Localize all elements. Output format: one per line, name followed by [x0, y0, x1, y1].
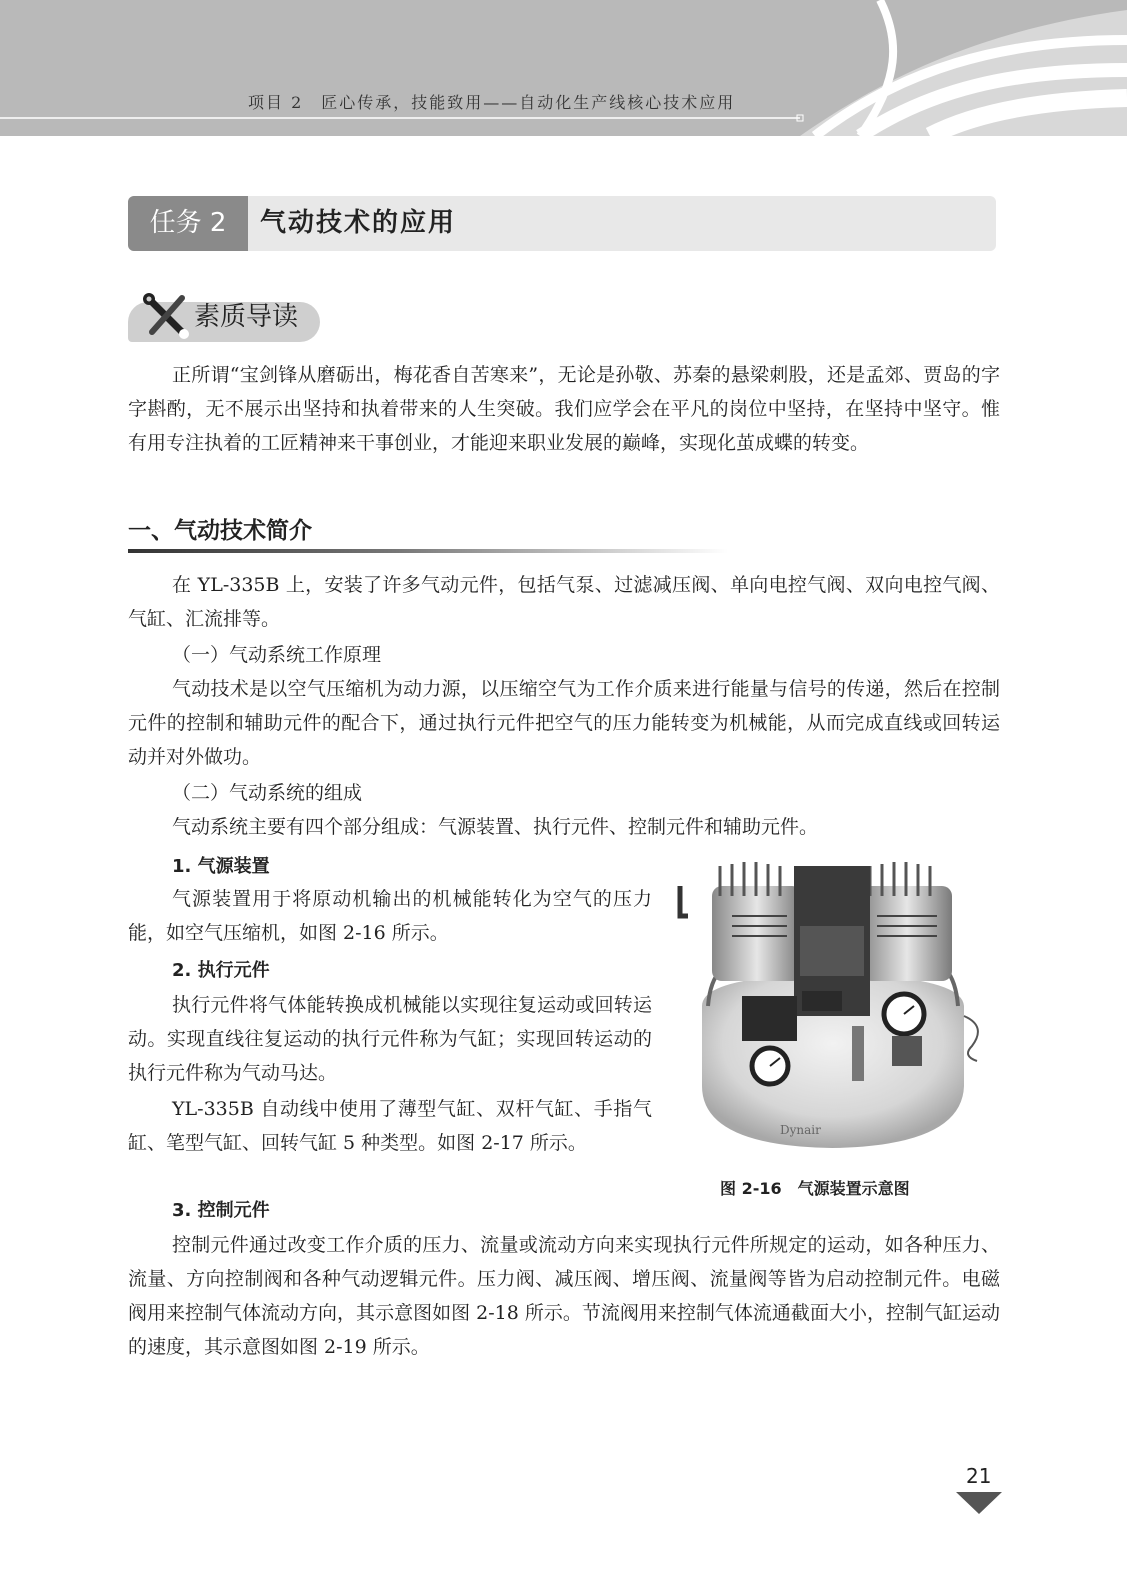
actuator-paragraph-b: YL-335B 自动线中使用了薄型气缸、双杆气缸、手指气缸、笔型气缸、回转气缸 5 种类型。如图 2-17 所示。: [128, 1098, 652, 1154]
control-paragraph: 控制元件通过改变工作介质的压力、流量或流动方向来实现执行元件所规定的运动，如各种压力、流量、方向控制阀和各种气动逻辑元件。压力阀、减压阀、增压阀、流量阀等皆为启动控制元件。电磁阀用来控制气体流动方向，其示意图如图 2-18 所示。节流阀用来控制气体流通截面大小，控制气缸运动的速度，其示意图如图 2-19 所示。: [128, 1234, 1000, 1358]
badge-label: 素质导读: [194, 302, 299, 332]
task-title: 气动技术的应用: [260, 208, 457, 238]
brand-text: Dynair: [780, 1123, 821, 1137]
actuator-paragraph-a: 执行元件将气体能转换成机械能以实现往复运动或回转运动。实现直线往复运动的执行元件称为气缸；实现回转运动的执行元件称为气动马达。: [128, 994, 652, 1084]
air-compressor-photo: [672, 856, 994, 1154]
principle-paragraph: 气动技术是以空气压缩机为动力源，以压缩空气为工作介质来进行能量与信号的传递，然后在控制元件的控制和辅助元件的配合下，通过执行元件把空气的压力能转变为机械能，从而完成直线或回转运动并对外做功。: [128, 678, 1000, 768]
item-heading-control: 3. 控制元件: [172, 1200, 270, 1221]
page-header: [0, 0, 1127, 136]
air-source-paragraph: 气源装置用于将原动机输出的机械能转化为空气的压力能，如空气压缩机，如图 2-16 所示。: [128, 888, 652, 944]
running-title: 项目 2 匠心传承，技能致用——自动化生产线核心技术应用: [248, 93, 736, 112]
intro-paragraph: 在 YL-335B 上，安装了许多气动元件，包括气泵、过滤减压阀、单向电控气阀、双向电控气阀、气缸、汇流排等。: [128, 574, 1000, 630]
wrench-screwdriver-icon: [142, 292, 194, 340]
header-swoosh-decoration: [0, 0, 1127, 136]
quality-paragraph: 正所谓“宝剑锋从磨砺出，梅花香自苦寒来”，无论是孙敬、苏秦的悬梁刺股，还是孟郊、贾岛的字字斟酌，无不展示出坚持和执着带来的人生突破。我们应学会在平凡的岗位中坚持，在坚持中坚守。惟有用专注执着的工匠精神来干事创业，才能迎来职业发展的巅峰，实现化茧成蝶的转变。: [128, 364, 1000, 454]
page-number-triangle: [956, 1492, 1002, 1514]
section-underline: [128, 549, 728, 553]
page-number: 21: [966, 1464, 992, 1488]
item-heading-actuator: 2. 执行元件: [172, 960, 270, 981]
quality-guide-badge: [128, 292, 324, 342]
section-heading: 一、气动技术简介: [128, 518, 312, 544]
composition-paragraph: 气动系统主要有四个部分组成：气源装置、执行元件、控制元件和辅助元件。: [172, 816, 819, 838]
subsection-heading-composition: （二）气动系统的组成: [172, 782, 363, 804]
task-title-bar: [128, 196, 996, 251]
figure-caption: 图 2-16 气源装置示意图: [720, 1179, 910, 1198]
item-heading-air-source: 1. 气源装置: [172, 856, 270, 877]
task-number-label: 任务 2: [128, 196, 248, 251]
subsection-heading-principle: （一）气动系统工作原理: [172, 644, 382, 666]
